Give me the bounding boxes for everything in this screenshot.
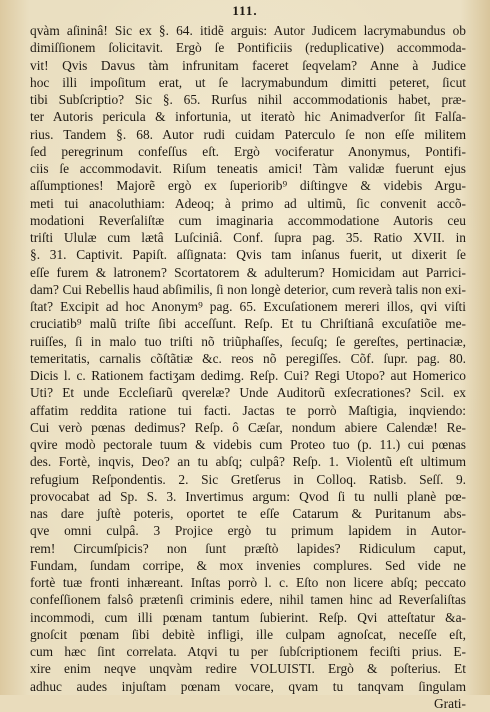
- text-line: triſti Ululæ cum lætâ Luſciniâ. Conf. ſupra pag. 35. Ratio XVII. in: [30, 230, 466, 245]
- catchword: Grati-: [434, 695, 466, 711]
- text-line: qve omni culpâ. 3 Projice ergò tu primum lapidem in Autor-: [30, 523, 466, 539]
- text-line: ſtat? Excipit ad hoc Anonym⁹ pag. 65. Excuſationem mereri illos, qvi viſti: [30, 299, 466, 314]
- text-line: cum hæc ſint correlata. Atqvi tu per ſubſcriptionem feciſti prius. E-: [30, 644, 466, 659]
- text-line: nas dare juſtè poteris, oportet te eſſe Catarum & Puritanum abs-: [30, 506, 466, 521]
- text-line: incommodi, cum illi pœnam tantum ſubierint. Reſp. Qvi atteſtatur &a-: [30, 609, 466, 625]
- text-line: gnoſcit pœnam ſibi debitè infligi, ille culpam agnoſcat, neceſſe eſt,: [30, 626, 466, 642]
- text-line: adhuc audes injuſtam pœnam vocare, qvam tu tanqvam ſingulam: [30, 678, 466, 694]
- text-line: qvàm aſininâ! Sic ex §. 64. itidẽ arguis: Autor Judicem lacrymabundus ob: [30, 23, 466, 38]
- text-line: provocabat ad Sp. S. 3. Invertimus argum: Qvod ſi tu nulli planè pœ-: [30, 488, 466, 504]
- text-line: ruiſſes, ſi in malo tuo triſti nõ triũphaſſes, ſecuſq; ſe gereſtes, pertinaciæ,: [30, 333, 466, 349]
- text-line: Cui verò pœnas dedimus? Reſp. ô Cæſar, nondum abiere Calendæ! Re-: [30, 419, 466, 435]
- text-line: hoc illi impoſitum erat, ut ſe lacrymabundum dimitti peteret, ſicut: [30, 74, 466, 90]
- text-line: Dicis l. c. Rationem factiʒam dedimg. Reſp. Cui? Regi Utopo? aut Homerico: [30, 368, 466, 383]
- text-line: eſſe furem & latronem? Scortatorem & adulterum? Homicidam aut Parrici-: [30, 264, 466, 280]
- text-line: qvire modò pectorale tuum & videbis cum Proteo tuo (p. 11.) cui pœnas: [30, 437, 466, 452]
- text-line: dimiſſionem ſolicitavit. Ergò ſe Pontificiis (reduplicative) accommoda-: [30, 40, 466, 56]
- text-line: xire enim neqve unqvàm redire VOLUISTI. Ergò & poſterius. Et: [30, 661, 466, 677]
- text-line: fortè tuæ fronti inhæreant. Inſtas porrò l. c. Eſto non licere abſq; peccato: [30, 575, 466, 590]
- text-line: rius. Tandem §. 68. Autor rudi cuidam Paterculo ſe non eſſe militem: [30, 126, 466, 142]
- text-line: ter Autoris pericula & infortunia, ut iteratò hic Animadverſor ſit Falſa-: [30, 109, 466, 125]
- text-line: aſſumptiones! Majorẽ ergò ex ſuperiorib⁹ diſtingve & videbis Argu-: [30, 178, 466, 194]
- text-line: affatim reddita ratione tui facti. Jactas te porrò Maſtigia, inqviendo:: [30, 402, 466, 418]
- text-line: ciis ſe accommodavit. Riſum teneatis amici! Tàm validæ fuerunt ejus: [30, 161, 466, 176]
- text-line: confeſſionem falsô prætenſi criminis edere, nihil tamen hinc ad Reverſaliſtas: [30, 592, 466, 608]
- text-line: temeritatis, carnalis cõſtãtiæ &c. reos nõ peregiſſes. Cõf. ſupr. pag. 80.: [30, 350, 466, 366]
- text-line: cruciatib⁹ malũ triſte ſibi acceſſunt. Reſp. Et tu Chriſtianâ excuſatiõe me-: [30, 316, 466, 332]
- text-block: [30, 22, 466, 712]
- text-line: rem! Circumſpicis? non ſunt præſtò lapides? Ridiculum caput,: [30, 540, 466, 556]
- text-line: meti tui anacoluthiam: Adeoq; à primo ad ultimũ, ſic convenit accõ-: [30, 195, 466, 211]
- text-line: vit! Qvis Davus tàm infrunitam faceret ſeqvelam? Anne à Judice: [30, 57, 466, 73]
- page-number: 111.: [232, 3, 258, 18]
- text-line: dam? Cui Rebellis haud abſimilis, ſi non longè deterior, cum reverà talis non exi-: [30, 281, 466, 297]
- text-line: modationi Reverſaliſtæ cum imaginaria accommodatione Autoris ceu: [30, 212, 466, 228]
- text-line: des. Fortè, inqvis, Deo? an tu abſq; culpâ? Reſp. 1. Violentũ eſt ultimum: [30, 454, 466, 470]
- text-line: §. 31. Captivit. Papiſt. aſſignata: Qvis tam inſanus fuerit, ut dixerit ſe: [30, 247, 466, 263]
- text-line: Fundam, ſundam corripe, & mox invenies complures. Sed vide ne: [30, 557, 466, 573]
- text-line: Uti? Et unde Eccleſiarũ qverelæ? Unde Auditorũ exſecrationes? Scil. ex: [30, 385, 466, 401]
- text-line: refugium Reſpondentis. 2. Sic Gretſerus in Colloq. Ratisb. Seſſ. 9.: [30, 471, 466, 487]
- text-line: ſed peregrinum confeſſus eſt. Ergò vociferatur Anonymus, Pontifi-: [30, 143, 466, 159]
- text-line: tibi Subſcriptio? Sic §. 65. Rurſus nihil accommodationis habet, præ-: [30, 92, 466, 107]
